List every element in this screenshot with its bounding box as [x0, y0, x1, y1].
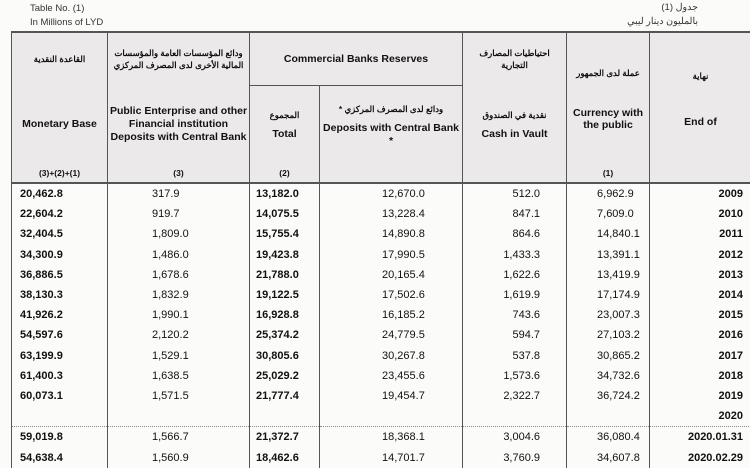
monetary-base-cell: 36,886.5: [12, 265, 108, 285]
col-number-public-deposits: (3): [108, 164, 250, 183]
table-row: [12, 245, 750, 265]
table-row: [12, 406, 750, 427]
cash-vault-cell: 3,760.9: [463, 447, 567, 467]
header-deposits-central-bank: [320, 86, 463, 165]
currency-cell: [567, 406, 650, 427]
monetary-base-cell: 61,400.3: [12, 366, 108, 386]
cash-vault-cell: 1,619.9: [463, 285, 567, 305]
header-end-of: [650, 32, 750, 164]
public-deposits-cell: 1,832.9: [108, 285, 250, 305]
table-number-label-arabic: جدول (1): [661, 2, 698, 13]
currency-cell: 36,080.4: [567, 427, 650, 448]
cash-vault-cell: 3,004.6: [463, 427, 567, 448]
table-row: [12, 366, 750, 386]
cash-vault-cell: 512.0: [463, 183, 567, 204]
table-row: [12, 183, 750, 204]
table-row: [12, 265, 750, 285]
deposits-cell: 13,228.4: [320, 204, 463, 224]
year-cell: 2009: [650, 183, 750, 204]
cash-vault-cell: 2,322.7: [463, 386, 567, 406]
cash-vault-cell: 864.6: [463, 224, 567, 244]
monetary-base-cell: 20,462.8: [12, 183, 108, 204]
table-row: [12, 204, 750, 224]
monetary-base-cell: 63,199.9: [12, 346, 108, 366]
monetary-base-cell: 22,604.2: [12, 204, 108, 224]
header-total: [250, 86, 320, 165]
currency-cell: 6,962.9: [567, 183, 650, 204]
header-cash-vault-english: Cash in Vault: [482, 128, 548, 140]
col-number-total: (2): [250, 164, 320, 183]
table-row: [12, 386, 750, 406]
deposits-cell: 20,165.4: [320, 265, 463, 285]
total-cell: 25,374.2: [250, 325, 320, 345]
table-row: [12, 325, 750, 345]
header-public-deposits-arabic: ودائع المؤسسات العامة والمؤسسات المالية الأخرى لدى المصرف المركزي: [108, 32, 250, 86]
year-cell: 2018: [650, 366, 750, 386]
year-cell: 2016: [650, 325, 750, 345]
header-public-deposits-english: Public Enterprise and other Financial institution Deposits with Central Bank: [108, 86, 250, 165]
public-deposits-cell: 1,809.0: [108, 224, 250, 244]
year-cell: 2012: [650, 245, 750, 265]
cash-vault-cell: [463, 406, 567, 427]
table-row: [12, 285, 750, 305]
currency-cell: 34,607.8: [567, 447, 650, 467]
currency-cell: 7,609.0: [567, 204, 650, 224]
deposits-cell: 14,890.8: [320, 224, 463, 244]
deposits-cell: 19,454.7: [320, 386, 463, 406]
currency-cell: 27,103.2: [567, 325, 650, 345]
monetary-base-cell: 59,019.8: [12, 427, 108, 448]
header-commercial-banks-reserves: Commercial Banks Reserves: [250, 32, 463, 86]
year-cell: 2020: [650, 406, 750, 427]
public-deposits-cell: 2,120.2: [108, 325, 250, 345]
cash-vault-cell: 594.7: [463, 325, 567, 345]
header-total-english: Total: [272, 128, 296, 140]
total-cell: 18,462.6: [250, 447, 320, 467]
total-cell: 30,805.6: [250, 346, 320, 366]
year-cell: 2017: [650, 346, 750, 366]
monetary-base-cell: 54,597.6: [12, 325, 108, 345]
deposits-cell: 17,502.6: [320, 285, 463, 305]
header-currency-with-public: [567, 32, 650, 164]
total-cell: 15,755.4: [250, 224, 320, 244]
cash-vault-cell: 1,433.3: [463, 245, 567, 265]
monetary-base-cell: 34,300.9: [12, 245, 108, 265]
year-cell: 2014: [650, 285, 750, 305]
monetary-base-cell: 38,130.3: [12, 285, 108, 305]
currency-cell: 14,840.1: [567, 224, 650, 244]
cash-vault-cell: 537.8: [463, 346, 567, 366]
units-label-arabic: بالمليون دينار ليبي: [627, 16, 698, 27]
total-cell: 21,788.0: [250, 265, 320, 285]
total-cell: 19,122.5: [250, 285, 320, 305]
year-cell: 2010: [650, 204, 750, 224]
header-deposits-cb-arabic: ودائع لدى المصرف المركزي *: [320, 103, 462, 116]
monetary-base-table: [11, 31, 750, 468]
header-total-arabic: المجموع: [250, 109, 319, 122]
deposits-cell: 17,990.5: [320, 245, 463, 265]
currency-cell: 30,865.2: [567, 346, 650, 366]
header-cash-vault-arabic: نقدية في الصندوق: [463, 109, 566, 122]
public-deposits-cell: 317.9: [108, 183, 250, 204]
deposits-cell: 24,779.5: [320, 325, 463, 345]
currency-cell: 23,007.3: [567, 305, 650, 325]
col-number-monetary-base: (3)+(2)+(1): [12, 164, 108, 183]
table-row: [12, 346, 750, 366]
total-cell: 14,075.5: [250, 204, 320, 224]
monetary-base-cell: [12, 406, 108, 427]
year-cell: 2020.02.29: [650, 447, 750, 467]
year-cell: 2015: [650, 305, 750, 325]
monetary-base-cell: 54,638.4: [12, 447, 108, 467]
col-number-cash: [463, 164, 567, 183]
header-reserves-arabic: احتياطيات المصارف التجارية: [463, 32, 567, 86]
public-deposits-cell: 1,486.0: [108, 245, 250, 265]
units-label: In Millions of LYD: [30, 17, 103, 28]
col-number-end-of: [650, 164, 750, 183]
public-deposits-cell: 1,571.5: [108, 386, 250, 406]
header-monetary-base-english: Monetary Base: [12, 86, 108, 165]
total-cell: 16,928.8: [250, 305, 320, 325]
cash-vault-cell: 847.1: [463, 204, 567, 224]
deposits-cell: 16,185.2: [320, 305, 463, 325]
header-currency-arabic: عملة لدى الجمهور: [571, 67, 645, 79]
public-deposits-cell: 1,990.1: [108, 305, 250, 325]
header-currency-english: Currency with the public: [571, 107, 645, 131]
cash-vault-cell: 743.6: [463, 305, 567, 325]
currency-cell: 17,174.9: [567, 285, 650, 305]
total-cell: 25,029.2: [250, 366, 320, 386]
header-end-of-english: End of: [654, 116, 747, 128]
year-cell: 2020.01.31: [650, 427, 750, 448]
col-number-currency: (1): [567, 164, 650, 183]
table-row: [12, 224, 750, 244]
deposits-cell: 30,267.8: [320, 346, 463, 366]
total-cell: 21,372.7: [250, 427, 320, 448]
deposits-cell: 23,455.6: [320, 366, 463, 386]
public-deposits-cell: 1,566.7: [108, 427, 250, 448]
header-monetary-base-arabic: القاعدة النقدية: [12, 32, 108, 86]
currency-cell: 36,724.2: [567, 386, 650, 406]
total-cell: 21,777.4: [250, 386, 320, 406]
monetary-base-cell: 60,073.1: [12, 386, 108, 406]
deposits-cell: 12,670.0: [320, 183, 463, 204]
public-deposits-cell: 1,529.1: [108, 346, 250, 366]
table-number-label: Table No. (1): [30, 3, 84, 14]
total-cell: 13,182.0: [250, 183, 320, 204]
public-deposits-cell: 1,560.9: [108, 447, 250, 467]
monetary-base-cell: 32,404.5: [12, 224, 108, 244]
currency-cell: 13,391.1: [567, 245, 650, 265]
year-cell: 2011: [650, 224, 750, 244]
table-row: [12, 447, 750, 467]
year-cell: 2019: [650, 386, 750, 406]
currency-cell: 13,419.9: [567, 265, 650, 285]
total-cell: [250, 406, 320, 427]
currency-cell: 34,732.6: [567, 366, 650, 386]
year-cell: 2013: [650, 265, 750, 285]
deposits-cell: 14,701.7: [320, 447, 463, 467]
header-cash-in-vault: [463, 86, 567, 165]
public-deposits-cell: 1,638.5: [108, 366, 250, 386]
cash-vault-cell: 1,573.6: [463, 366, 567, 386]
deposits-cell: 18,368.1: [320, 427, 463, 448]
public-deposits-cell: [108, 406, 250, 427]
public-deposits-cell: 919.7: [108, 204, 250, 224]
monetary-base-cell: 41,926.2: [12, 305, 108, 325]
header-deposits-cb-english: Deposits with Central Bank *: [323, 122, 459, 147]
deposits-cell: [320, 406, 463, 427]
table-body: [12, 183, 750, 468]
table-row: [12, 305, 750, 325]
cash-vault-cell: 1,622.6: [463, 265, 567, 285]
col-number-deposits: [320, 164, 463, 183]
public-deposits-cell: 1,678.6: [108, 265, 250, 285]
total-cell: 19,423.8: [250, 245, 320, 265]
header-end-of-arabic: نهاية: [654, 70, 747, 82]
